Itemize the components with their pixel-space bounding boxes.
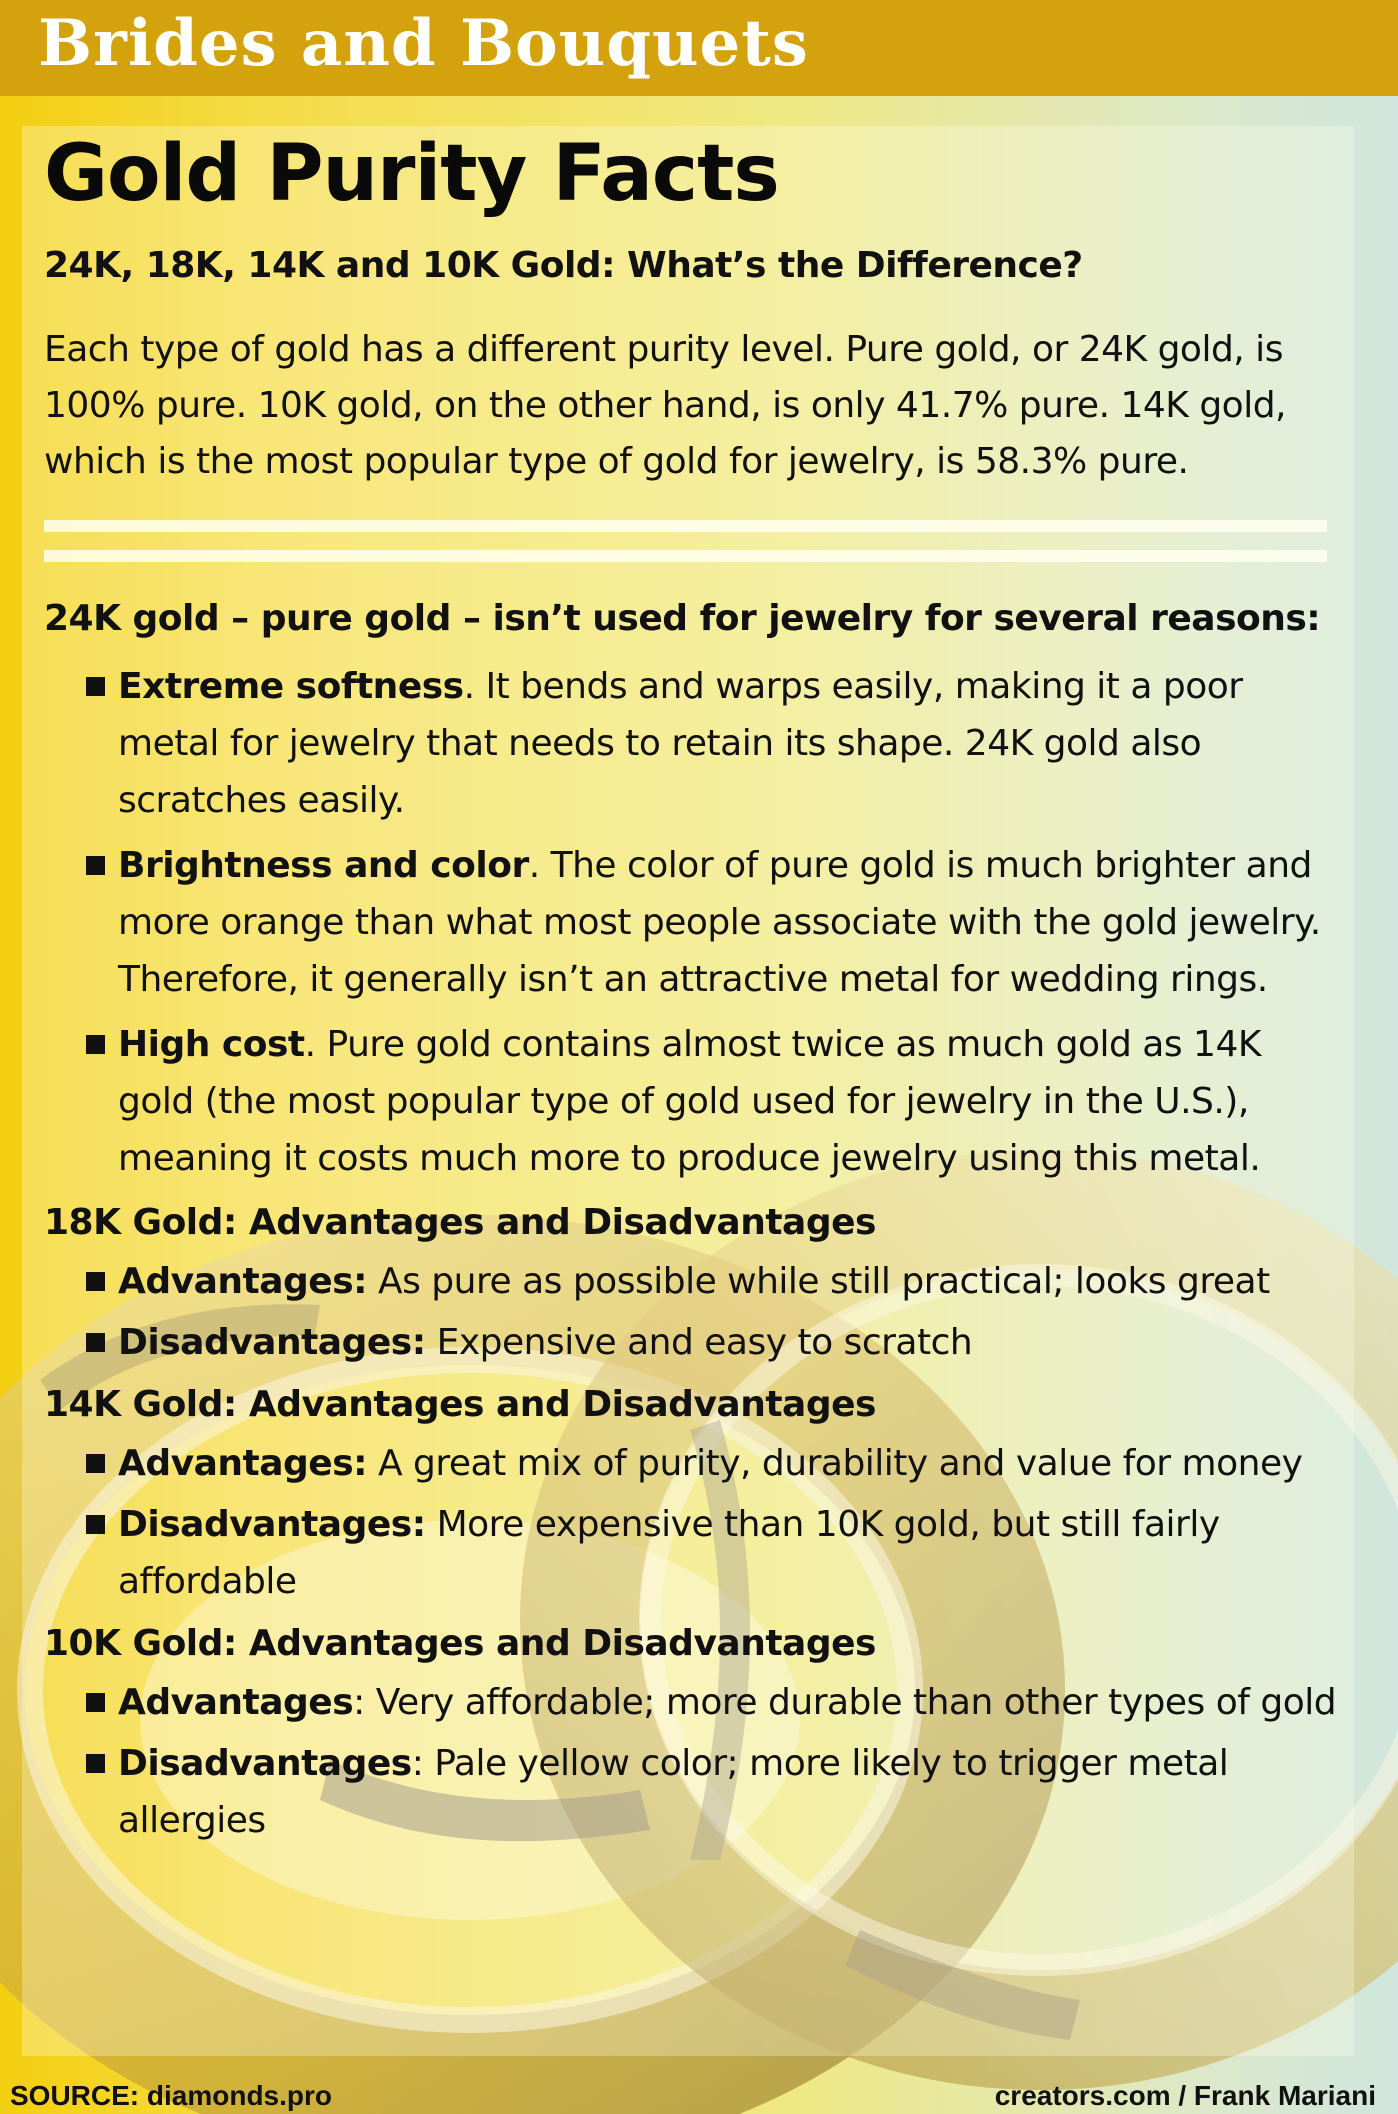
item-text: As pure as possible while still practical; looks great (367, 1261, 1270, 1302)
section-heading: 14K Gold: Advantages and Disadvantages (44, 1384, 876, 1425)
list-item (44, 1253, 1344, 1310)
reasons-list (44, 658, 1344, 1187)
item-text: . The color of pure gold is much brighter and more orange than what most people associate with the gold jewelry. Therefore, it generally isn’t an attractive metal for wedding rings. (118, 845, 1321, 1000)
square-bullet-icon (86, 1333, 105, 1352)
item-term: Advantages: (118, 1261, 368, 1302)
list-item (44, 1674, 1344, 1731)
list-item (44, 1016, 1344, 1187)
square-bullet-icon (86, 1035, 105, 1054)
item-text: : Pale yellow color; more likely to trigger metal allergies (118, 1743, 1229, 1841)
source-credit: SOURCE: diamonds.pro (10, 2080, 333, 2111)
author-credit: creators.com / Frank Mariani (994, 2080, 1376, 2111)
item-text: Expensive and easy to scratch (425, 1322, 973, 1363)
section-14k (44, 1377, 1344, 1610)
list-item (44, 1314, 1344, 1371)
item-term: Extreme softness (118, 666, 464, 707)
item-text: . Pure gold contains almost twice as much gold as 14K gold (the most popular type of gold used for jewelry in the U.S.), meaning it costs much more to produce jewelry using this metal. (118, 1024, 1261, 1179)
item-term: Advantages: (118, 1443, 368, 1484)
intro-heading: 24K, 18K, 14K and 10K Gold: What’s the Difference? (44, 245, 1083, 286)
list-item (44, 1435, 1344, 1492)
divider-line (44, 550, 1327, 562)
section-heading: 18K Gold: Advantages and Disadvantages (44, 1202, 876, 1243)
header-bar (0, 0, 1398, 96)
section-list (44, 1253, 1344, 1371)
section-18k (44, 1195, 1344, 1371)
item-term: Disadvantages (118, 1743, 412, 1784)
square-bullet-icon (86, 1454, 105, 1473)
section-10k (44, 1616, 1344, 1849)
item-text: : Very affordable; more durable than other types of gold (353, 1682, 1337, 1723)
page-title: Gold Purity Facts (44, 129, 779, 219)
item-term: Disadvantages: (118, 1322, 426, 1363)
section-heading: 10K Gold: Advantages and Disadvantages (44, 1623, 876, 1664)
section-list (44, 1674, 1344, 1849)
square-bullet-icon (86, 1693, 105, 1712)
item-term: High cost (118, 1024, 305, 1065)
list-item (44, 1496, 1344, 1610)
list-item (44, 1735, 1344, 1849)
divider-line (44, 520, 1327, 532)
item-text: . It bends and warps easily, making it a poor metal for jewelry that needs to retain its shape. 24K gold also scratches easily. (118, 666, 1243, 821)
section-list (44, 1435, 1344, 1610)
list-item (44, 837, 1344, 1008)
square-bullet-icon (86, 856, 105, 875)
square-bullet-icon (86, 1515, 105, 1534)
list-item (44, 658, 1344, 829)
reasons-heading: 24K gold – pure gold – isn’t used for jewelry for several reasons: (44, 598, 1321, 639)
square-bullet-icon (86, 1272, 105, 1291)
square-bullet-icon (86, 1754, 105, 1773)
square-bullet-icon (86, 677, 105, 696)
item-text: More expensive than 10K gold, but still fairly affordable (118, 1504, 1220, 1602)
intro-paragraph: Each type of gold has a different purity level. Pure gold, or 24K gold, is 100% pure. 10K gold, on the other hand, is only 41.7% pure. 14K gold, which is the most popular type of gold for jewelry, is 58.3% pure. (44, 329, 1286, 482)
item-term: Brightness and color (118, 845, 529, 886)
item-term: Disadvantages: (118, 1504, 426, 1545)
item-text: A great mix of purity, durability and value for money (367, 1443, 1303, 1484)
main-content (44, 128, 1344, 1853)
brand-title: Brides and Bouquets (38, 6, 809, 81)
item-term: Advantages (118, 1682, 354, 1723)
